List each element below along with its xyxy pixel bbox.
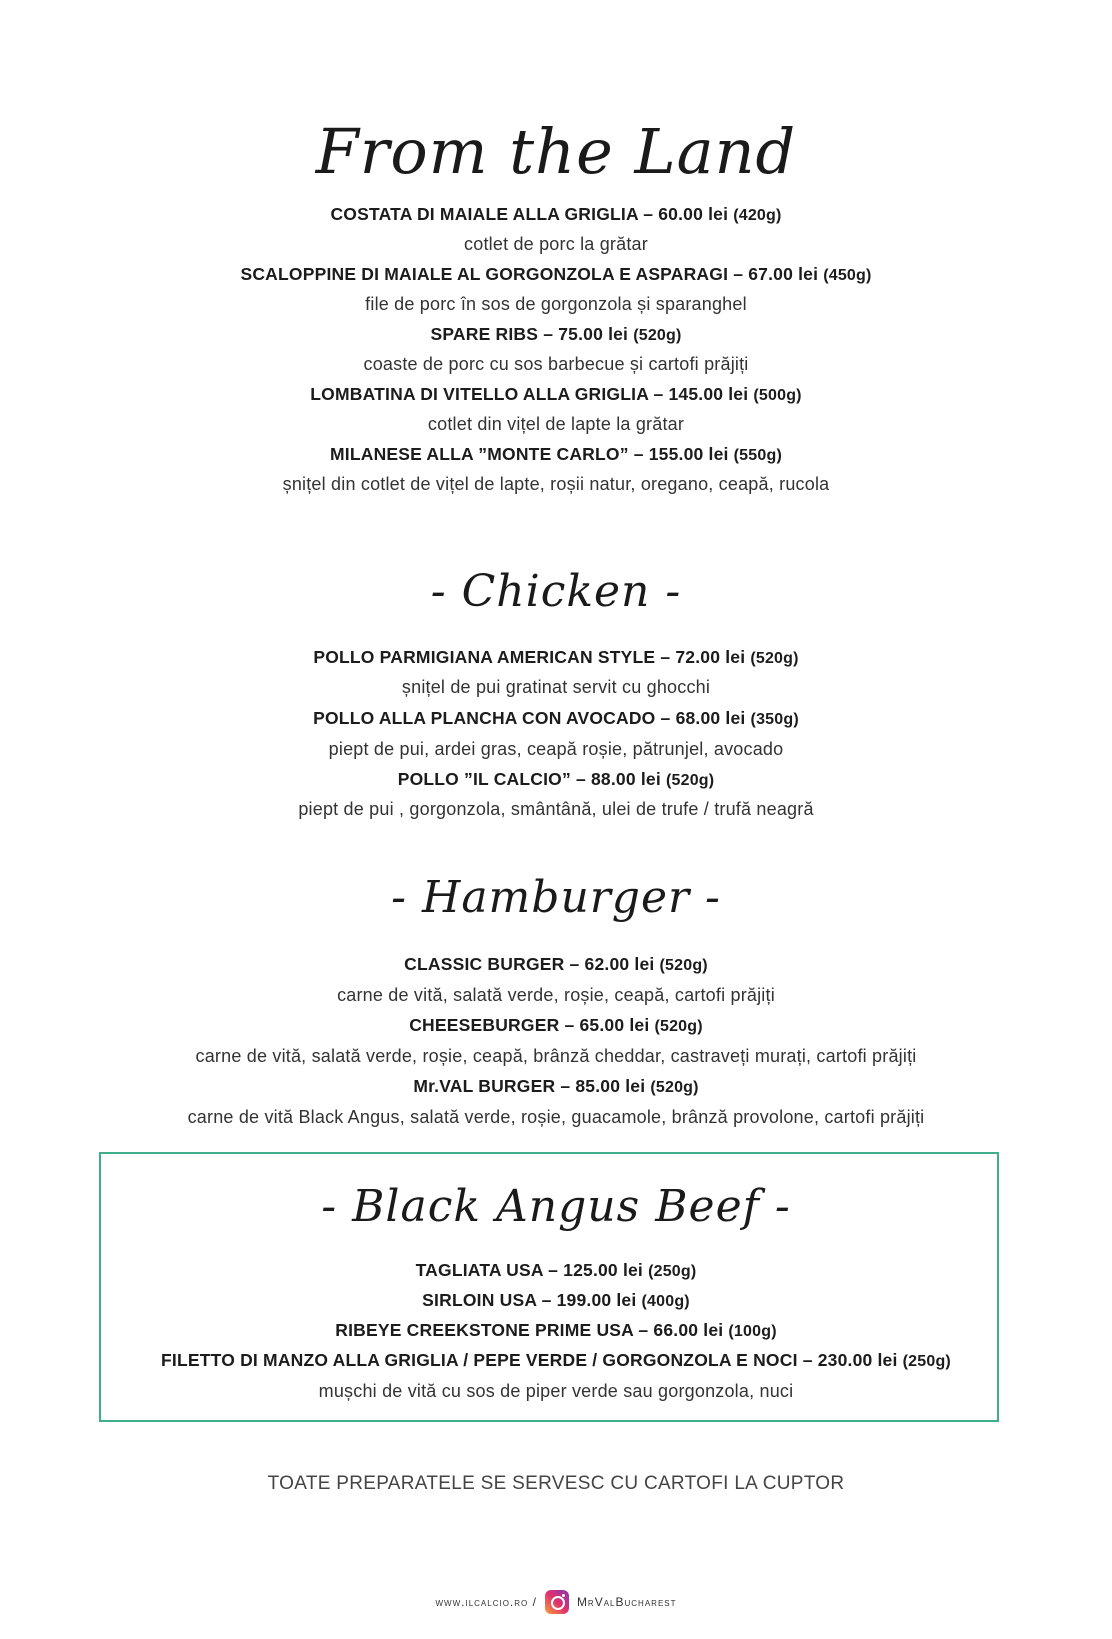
item-unit: lei (634, 954, 655, 974)
section-title-chicken: - Chicken - (430, 566, 682, 617)
item-name: POLLO ”IL CALCIO” (397, 769, 571, 789)
item-weight: (100g) (728, 1323, 777, 1340)
item-price: 85.00 (575, 1076, 621, 1096)
item-description: cotlet din vițel de lapte la grătar (427, 414, 685, 434)
menu-item: MILANESE ALLA ”MONTE CARLO” – 155.00 lei (550g) (330, 444, 782, 464)
item-description: file de porc în sos de gorgonzola și sparanghel (365, 294, 747, 314)
item-price: 72.00 (675, 647, 721, 667)
item-price: 62.00 (584, 954, 630, 974)
item-name: SCALOPPINE DI MAIALE AL GORGONZOLA E ASPARAGI (240, 264, 729, 284)
item-unit: lei (703, 1320, 724, 1340)
item-unit: lei (877, 1350, 898, 1370)
footer (0, 1588, 1112, 1616)
website-link[interactable]: www.ilcalcio.ro / (435, 1595, 537, 1609)
item-description: coaste de porc cu sos barbecue și cartofi prăjiți (363, 354, 749, 374)
item-weight: (520g) (650, 1079, 699, 1096)
item-description: mușchi de vită cu sos de piper verde sau gorgonzola, nuci (318, 1381, 794, 1401)
item-name: POLLO PARMIGIANA AMERICAN STYLE (313, 647, 656, 667)
item-weight: (520g) (654, 1018, 703, 1035)
item-price: 155.00 (648, 444, 704, 464)
item-description: carne de vită, salată verde, roșie, ceapă, cartofi prăjiți (337, 985, 775, 1005)
item-weight: (400g) (641, 1293, 690, 1310)
menu-item: POLLO ”IL CALCIO” – 88.00 lei (520g) (397, 769, 715, 789)
menu-item: CLASSIC BURGER – 62.00 lei (520g) (404, 954, 708, 974)
item-price: 145.00 (668, 384, 724, 404)
item-description: piept de pui, ardei gras, ceapă roșie, pătrunjel, avocado (328, 739, 784, 759)
item-unit: lei (629, 1015, 650, 1035)
serving-note: TOATE PREPARATELE SE SERVESC CU CARTOFI LA CUPTOR (267, 1473, 845, 1494)
instagram-handle[interactable]: MrValBucharest (576, 1595, 677, 1609)
item-price: 66.00 (653, 1320, 699, 1340)
item-name: CLASSIC BURGER (404, 954, 565, 974)
menu-item: Mr.VAL BURGER – 85.00 lei (520g) (413, 1076, 699, 1096)
item-weight: (350g) (750, 711, 799, 728)
item-unit: lei (625, 1076, 646, 1096)
item-unit: lei (708, 204, 729, 224)
item-name: RIBEYE CREEKSTONE PRIME USA (335, 1320, 634, 1340)
item-description: carne de vită, salată verde, roșie, ceapă, brânză cheddar, castraveți murați, cartofi prăjiți (195, 1046, 917, 1066)
item-name: MILANESE ALLA ”MONTE CARLO” (330, 444, 629, 464)
item-weight: (520g) (659, 957, 708, 974)
item-name: POLLO ALLA PLANCHA CON AVOCADO (313, 708, 656, 728)
section-title-hamburger: - Hamburger - (391, 872, 721, 923)
item-name: SPARE RIBS (430, 324, 539, 344)
item-unit: lei (728, 384, 749, 404)
menu-item: TAGLIATA USA – 125.00 lei (250g) (415, 1260, 697, 1280)
menu-item: CHEESEBURGER – 65.00 lei (520g) (409, 1015, 703, 1035)
menu-item: SPARE RIBS – 75.00 lei (520g) (430, 324, 682, 344)
item-name: LOMBATINA DI VITELLO ALLA GRIGLIA (310, 384, 649, 404)
section-title-angus: - Black Angus Beef - (321, 1181, 791, 1232)
item-weight: (250g) (648, 1263, 697, 1280)
item-unit: lei (798, 264, 819, 284)
item-description: piept de pui , gorgonzola, smântână, ulei de trufe / trufă neagră (298, 799, 814, 819)
item-name: FILETTO DI MANZO ALLA GRIGLIA / PEPE VERDE / GORGONZOLA E NOCI (161, 1350, 798, 1370)
item-price: 75.00 (558, 324, 603, 344)
item-unit: lei (622, 1260, 643, 1280)
item-weight: (520g) (633, 327, 682, 344)
instagram-icon[interactable] (545, 1590, 569, 1614)
item-price: 65.00 (579, 1015, 625, 1035)
item-unit: lei (708, 444, 729, 464)
item-unit: lei (616, 1290, 637, 1310)
item-weight: (450g) (823, 267, 872, 284)
menu-item: POLLO ALLA PLANCHA CON AVOCADO – 68.00 lei (350g) (313, 708, 799, 728)
item-description: șnițel de pui gratinat servit cu ghocchi (401, 677, 711, 697)
menu-item: POLLO PARMIGIANA AMERICAN STYLE – 72.00 lei (520g) (313, 647, 799, 667)
item-name: SIRLOIN USA (422, 1290, 537, 1310)
item-name: COSTATA DI MAIALE ALLA GRIGLIA (330, 204, 639, 224)
menu-item: SCALOPPINE DI MAIALE AL GORGONZOLA E ASPARAGI – 67.00 lei (450g) (240, 264, 872, 284)
item-description: șnițel din cotlet de vițel de lapte, roșii natur, oregano, ceapă, rucola (282, 474, 830, 494)
item-price: 68.00 (675, 708, 721, 728)
item-weight: (550g) (733, 447, 782, 464)
item-name: CHEESEBURGER (409, 1015, 560, 1035)
menu-item: SIRLOIN USA – 199.00 lei (400g) (422, 1290, 690, 1310)
item-price: 67.00 (748, 264, 794, 284)
item-unit: lei (725, 647, 746, 667)
item-description: cotlet de porc la grătar (464, 234, 648, 254)
item-weight: (420g) (733, 207, 782, 224)
item-name: TAGLIATA USA (415, 1260, 544, 1280)
menu-item: LOMBATINA DI VITELLO ALLA GRIGLIA – 145.00 lei (500g) (310, 384, 802, 404)
item-price: 88.00 (590, 769, 636, 789)
item-price: 60.00 (658, 204, 704, 224)
section-title-land: From the Land (315, 115, 797, 188)
item-weight: (520g) (665, 772, 715, 789)
item-unit: lei (608, 324, 629, 344)
item-price: 199.00 (556, 1290, 612, 1310)
item-name: Mr.VAL BURGER (413, 1076, 556, 1096)
item-price: 230.00 (817, 1350, 873, 1370)
menu-item: FILETTO DI MANZO ALLA GRIGLIA / PEPE VERDE / GORGONZOLA E NOCI – 230.00 lei (250g) (161, 1350, 951, 1370)
item-weight: (500g) (753, 387, 802, 404)
item-weight: (520g) (750, 650, 799, 667)
menu-item: RIBEYE CREEKSTONE PRIME USA – 66.00 lei (100g) (335, 1320, 777, 1340)
item-description: carne de vită Black Angus, salată verde, roșie, guacamole, brânză provolone, cartofi prăjiți (187, 1107, 925, 1127)
item-unit: lei (640, 769, 661, 789)
item-unit: lei (725, 708, 746, 728)
item-weight: (250g) (902, 1353, 951, 1370)
menu-item: COSTATA DI MAIALE ALLA GRIGLIA – 60.00 lei (420g) (330, 204, 782, 224)
item-price: 125.00 (563, 1260, 618, 1280)
